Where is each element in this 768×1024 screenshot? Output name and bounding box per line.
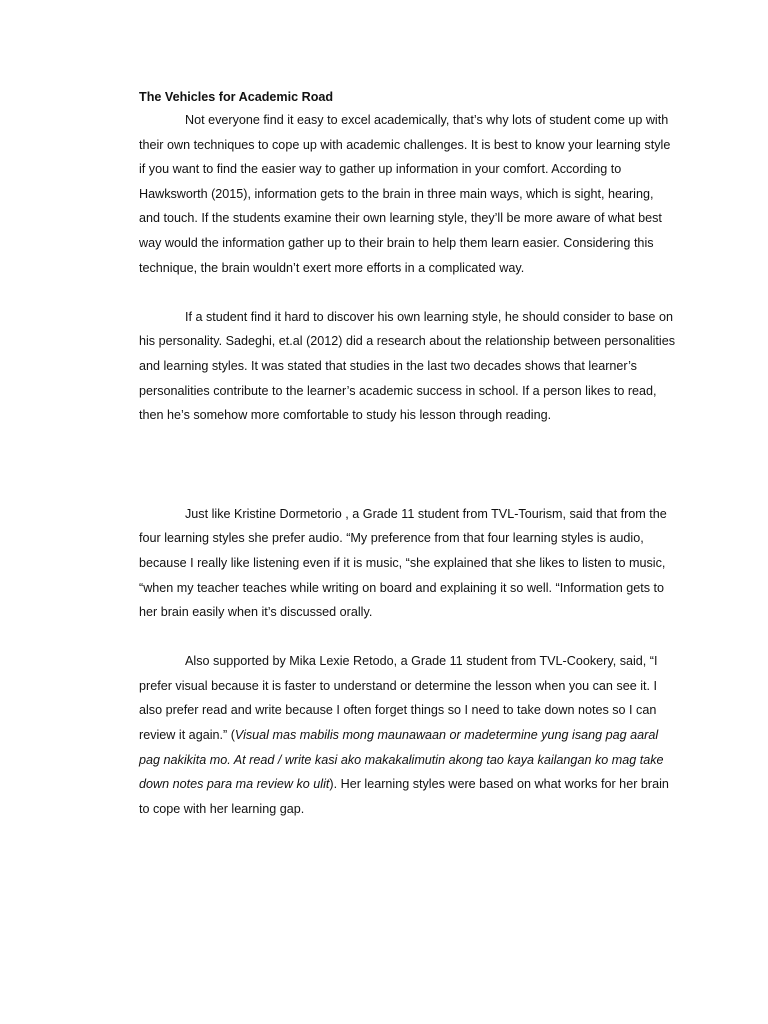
paragraph-visual-learner: [139, 649, 677, 821]
document-title: The Vehicles for Academic Road: [139, 90, 334, 104]
document-body: [139, 86, 677, 821]
quote-english: Also supported by Mika Lexie Retodo, a Grade 11 student from TVL-Cookery, said, “I prefer visual because it is faster to understand or determine the lesson when you can see it. I also prefer read and write because I often forget things so I need to take down notes so I can review it again.” (: [139, 654, 658, 743]
paragraph-personality: If a student find it hard to discover his own learning style, he should consider to base on his personality. Sadeghi, et.al (2012) did a research about the relationship between personalities and learning styles. It was stated that studies in the last two decades shows that learner’s personalities contribute to the learner’s academic success in school. If a person likes to read, then he’s somehow more comfortable to study his lesson through reading.: [139, 309, 676, 423]
paragraph-learning-style-intro: Not everyone find it easy to excel academically, that’s why lots of student come up with their own techniques to cope up with academic challenges. It is best to know your learning style if you want to find the easier way to gather up information in your comfort. According to Hawksworth (2015), information gets to the brain in three main ways, which is sight, hearing, and touch. If the students examine their own learning style, they’ll be more aware of what best way would the information gather up to their brain to help them learn easier. Considering this technique, the brain wouldn’t exert more efforts in a complicated way.: [139, 113, 671, 275]
quote-tagalog: Visual mas mabilis mong maunawaan or madetermine yung isang pag aaral pag nakikita mo. At read / write kasi ako makakalimutin akong tao kaya kailangan ko mag take down notes para ma review ko ulit: [139, 728, 664, 792]
paragraph-audio-learner: Just like Kristine Dormetorio , a Grade 11 student from TVL-Tourism, said that from the four learning styles she prefer audio. “My preference from that four learning styles is audio, because I really like listening even if it is music, “she explained that she likes to listen to music, “when my teacher teaches while writing on board and explaining it so well. “Information gets to her brain easily when it’s discussed orally.: [139, 506, 667, 620]
quote-conclusion: ). Her learning styles were based on what works for her brain to cope with her learning gap.: [139, 777, 669, 816]
